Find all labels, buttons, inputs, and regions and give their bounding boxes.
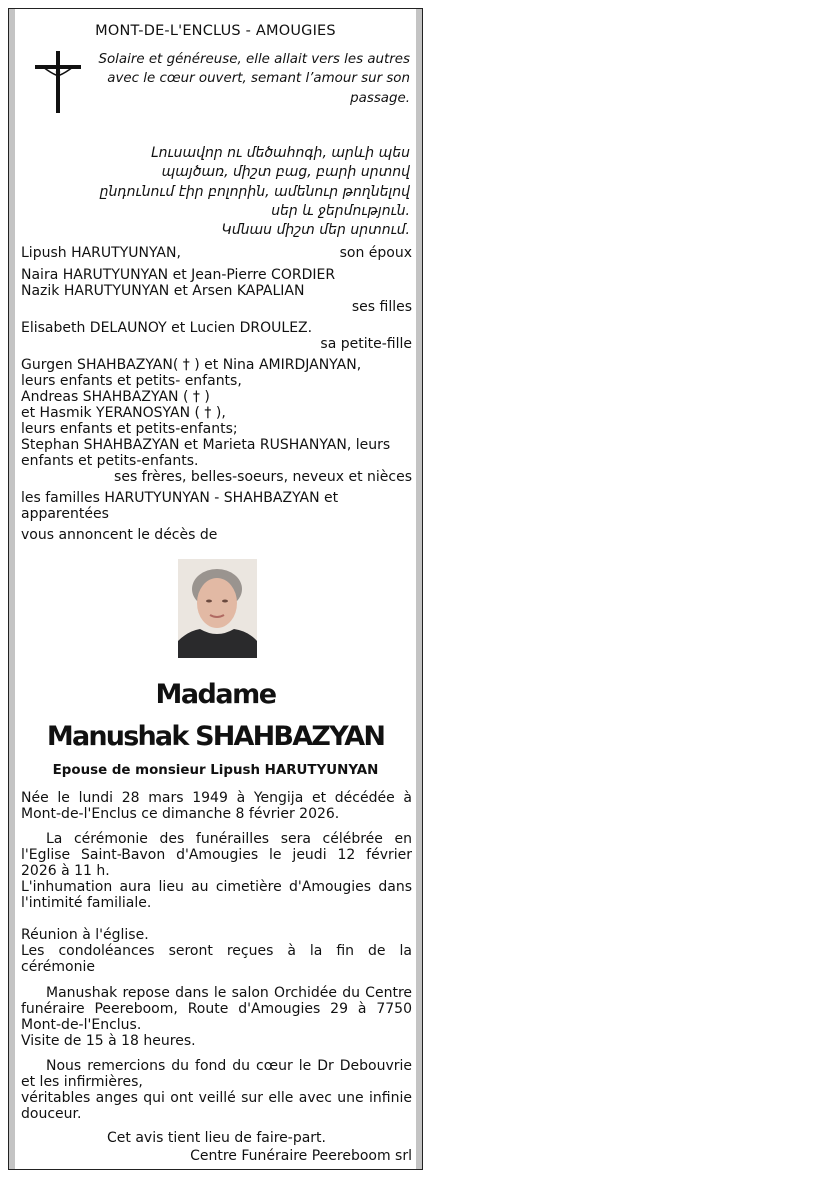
location-header: MONT-DE-L'ENCLUS - AMOUGIES [95,23,336,39]
daughter-line: Naira HARUTYUNYAN et Jean-Pierre CORDIER [21,267,336,283]
reunion-text: Réunion à l'église. [21,927,149,943]
sibling-line: leurs enfants et petits-enfants; [21,421,238,437]
quote-line: սեր և ջերմություն. [271,202,410,219]
daughter-line: Nazik HARUTYUNYAN et Arsen KAPALIAN [21,283,305,299]
birth-death [21,791,412,823]
thanks-text-1: Nous remercions du fond du cœur le Dr Debouvrie et les infirmières, [21,1058,412,1090]
avis-text: Cet avis tient lieu de faire-part. [107,1130,326,1146]
spouse-role: son époux [339,245,412,261]
obituary-panel [15,9,416,1169]
announce-line: vous annoncent le décès de [21,527,218,543]
quote-line: passage. [350,90,410,106]
sibling-line: leurs enfants et petits- enfants, [21,373,242,389]
birth-death-line: Née le lundi 28 mars 1949 à Yengija et décédée à [21,790,412,806]
families-line: apparentées [21,506,109,522]
deceased-name: Manushak SHAHBAZYAN [46,721,385,752]
birth-death-line: Mont-de-l'Enclus ce dimanche 8 février 2026. [21,805,340,822]
burial-text: L'inhumation aura lieu au cimetière d'Amougies dans l'intimité familiale. [21,879,412,911]
quote-armenian [80,144,410,240]
portrait-photo [178,559,257,658]
granddaughter-role: sa petite-fille [320,336,412,352]
ceremony-text: La cérémonie des funérailles sera célébrée en l'Eglise Saint-Bavon d'Amougies le jeudi 12 février 2026 à 11 h. [21,831,412,879]
funeral-home: Centre Funéraire Peereboom srl [190,1148,412,1164]
sibling-line: Andreas SHAHBAZYAN ( † ) [21,389,210,405]
quote-line: Solaire et généreuse, elle allait vers les autres [98,52,410,67]
sibling-line: enfants et petits-enfants. [21,453,199,469]
families-line: les familles HARUTYUNYAN - SHAHBAZYAN et [21,490,339,506]
quote-line: Կմնաս միշտ մեր սրտում. [221,222,410,239]
condolences-text: Les condoléances seront reçues à la fin de la cérémonie [21,943,412,975]
sibling-line: et Hasmik YERANOSYAN ( † ), [21,405,226,421]
quote-line: պայծառ, միշտ բաց, բարի սրտով [161,164,410,181]
epouse-line: Epouse de monsieur Lipush HARUTYUNYAN [52,763,379,778]
spouse-row [21,245,412,261]
quote-line: Լուսավոր ու մեծահոգի, արևի պես [151,145,410,161]
sibling-line: Stephan SHAHBAZYAN et Marieta RUSHANYAN, leurs [21,437,391,453]
deceased-title: Madame [155,679,276,710]
quote-line: avec le cœur ouvert, semant l’amour sur son [107,71,410,87]
siblings-role: ses frères, belles-soeurs, neveux et nièces [114,469,412,485]
daughters-role: ses filles [351,299,412,315]
quote-french [90,50,410,108]
visit-text: Visite de 15 à 18 heures. [21,1033,196,1049]
quote-line: ընդունում էիր բոլորին, ամենուր թողնելով [99,183,410,200]
granddaughter-line: Elisabeth DELAUNOY et Lucien DROULEZ. [21,320,313,336]
obituary-frame [8,8,423,1170]
crucifix-icon [35,51,81,113]
spouse-name: Lipush HARUTYUNYAN, [21,245,181,261]
sibling-line: Gurgen SHAHBAZYAN( † ) et Nina AMIRDJANYAN, [21,357,362,373]
repose-text: Manushak repose dans le salon Orchidée du Centre funéraire Peereboom, Route d'Amougies 29 à 7750 Mont-de-l'Enclus. [21,985,412,1033]
thanks-text-2: véritables anges qui ont veillé sur elle avec une infinie douceur. [21,1090,412,1122]
